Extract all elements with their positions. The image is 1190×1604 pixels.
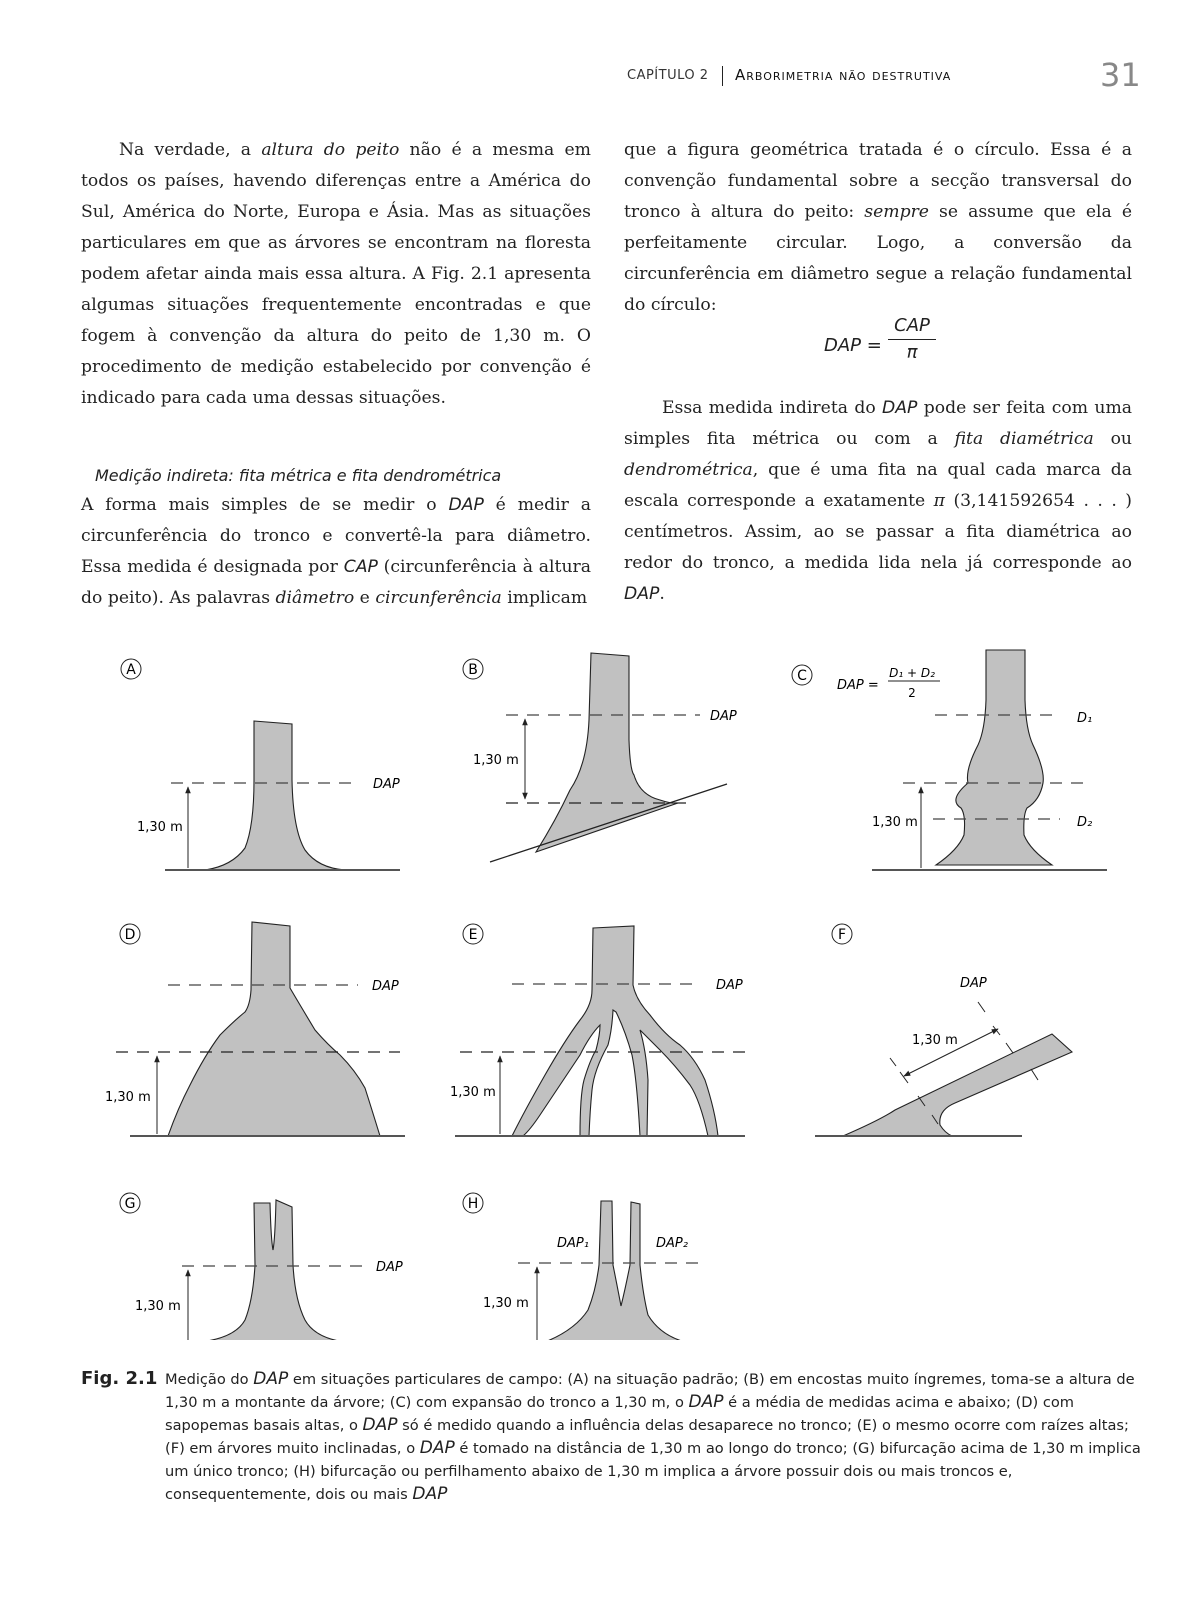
panel-d <box>105 922 405 1136</box>
panel-h <box>463 1193 716 1340</box>
right-column-lower <box>624 393 1132 610</box>
panel-b-letter: B <box>468 662 478 678</box>
panel-h-trunks <box>545 1201 685 1340</box>
panel-g-dap-label: DAP <box>376 1260 403 1275</box>
panel-f <box>815 924 1072 1136</box>
panel-c-formula-num: D₁ + D₂ <box>889 666 935 680</box>
panel-f-dap-label: DAP <box>960 976 987 991</box>
panel-f-length-label: 1,30 m <box>912 1033 958 1048</box>
panel-c <box>792 650 1107 870</box>
panel-d-trunk <box>168 922 380 1136</box>
panel-e-height-label: 1,30 m <box>450 1085 496 1100</box>
panel-e-letter: E <box>468 927 478 943</box>
panel-d-height-label: 1,30 m <box>105 1090 151 1105</box>
figure-illustration <box>0 620 1190 1340</box>
panel-g-height-label: 1,30 m <box>135 1299 181 1314</box>
caption-text: Medição do DAP em situações particulares de campo: (A) na situação padrão; (B) em encostas muito íngremes, toma-se a altura de 1,30 m a montante da árvore; (C) com expansão do tronco a 1,30 m, o DAP é a média de medidas acima e abaixo; (D) com sapopemas basais altas, o DAP só é medido quando a influência delas desaparece no tronco; (E) o mesmo ocorre com raízes altas; (F) em árvores muito inclinadas, o DAP é tomado na distância de 1,30 m ao longo do tronco; (G) bifurcação acima de 1,30 m implica um único tronco; (H) bifurcação ou perfilhamento abaixo de 1,30 m implica a árvore possuir dois ou mais troncos e, consequentemente, dois ou mais DAP <box>165 1369 1141 1504</box>
panel-b-dap-label: DAP <box>710 709 737 724</box>
panel-e-dap-label: DAP <box>716 978 743 993</box>
formula-numerator: CAP <box>888 315 936 340</box>
panel-b-height-label: 1,30 m <box>473 753 519 768</box>
panel-a-dap-label: DAP <box>373 777 400 792</box>
panel-g-letter: G <box>124 1196 136 1212</box>
figure-2-1 <box>0 620 1190 1340</box>
paragraph-fita-diametrica: Essa medida indireta do DAP pode ser feita com uma simples fita métrica ou com a fita diamétrica ou dendrométrica, que é uma fita na qual cada marca da escala corresponde a exatamente π (3,141592654 . . . ) centímetros. Assim, ao se passar a fita diamétrica ao redor do tronco, a medida lida nela já corresponde ao DAP. <box>624 398 1132 604</box>
panel-g-trunk <box>200 1200 345 1340</box>
formula-fraction <box>888 315 936 363</box>
panel-c-height-label: 1,30 m <box>872 815 918 830</box>
panel-e-roots <box>512 926 718 1136</box>
chapter-label: CAPÍTULO 2 <box>627 68 709 83</box>
section-subheading: Medição indireta: fita métrica e fita dendrométrica <box>95 466 502 485</box>
panel-c-formula-lhs: DAP = <box>837 678 879 693</box>
panel-c-d2-label: D₂ <box>1077 815 1093 830</box>
panel-e <box>450 924 745 1136</box>
running-header <box>0 56 1190 102</box>
panel-a-height-label: 1,30 m <box>137 820 183 835</box>
paragraph-altura-do-peito: Na verdade, a altura do peito não é a mesma em todos os países, havendo diferenças entre a América do Sul, América do Norte, Europa e Ásia. Mas as situações particulares em que as árvores se encontram na floresta podem afetar ainda mais essa altura. A Fig. 2.1 apresenta algumas situações frequentemente encontradas e que fogem à convenção da altura do peito de 1,30 m. O procedimento de medição estabelecido por convenção é indicado para cada uma dessas situações. <box>81 140 591 408</box>
panel-a-trunk <box>205 721 345 870</box>
panel-a-letter: A <box>126 662 136 678</box>
panel-g <box>120 1193 403 1340</box>
panel-b <box>463 653 737 862</box>
panel-h-height-label: 1,30 m <box>483 1296 529 1311</box>
left-column <box>81 135 591 614</box>
caption-label: Fig. 2.1 <box>81 1368 158 1389</box>
header-divider <box>722 66 723 86</box>
paragraph-circulo: que a figura geométrica tratada é o círculo. Essa é a convenção fundamental sobre a secção transversal do tronco à altura do peito: sempre se assume que ela é perfeitamente circular. Logo, a conversão da circunferência em diâmetro segue a relação fundamental do círculo: <box>624 140 1132 315</box>
panel-d-letter: D <box>124 927 136 943</box>
panel-f-letter: F <box>837 927 847 943</box>
panel-d-dap-label: DAP <box>372 979 399 994</box>
panel-a <box>121 659 400 870</box>
formula-lhs: DAP = <box>824 335 882 356</box>
panel-c-d1-label: D₁ <box>1077 711 1093 726</box>
panel-h-dap1-label: DAP₁ <box>557 1236 589 1251</box>
chapter-title: Arborimetria não destrutiva <box>735 66 952 84</box>
panel-h-dap2-label: DAP₂ <box>656 1236 688 1251</box>
panel-b-trunk <box>536 653 678 852</box>
right-column <box>624 135 1132 321</box>
paragraph-cap: A forma mais simples de se medir o DAP é medir a circunferência do tronco e convertê-la para diâmetro. Essa medida é designada por CAP (circunferência à altura do peito). As palavras diâmetro e circunferência implicam <box>81 495 591 608</box>
page-number: 31 <box>1100 56 1141 94</box>
formula-denominator: π <box>906 342 918 363</box>
panel-c-formula-den: 2 <box>908 686 916 700</box>
panel-h-letter: H <box>467 1196 479 1212</box>
panel-c-letter: C <box>797 668 807 684</box>
panel-c-trunk <box>936 650 1052 865</box>
